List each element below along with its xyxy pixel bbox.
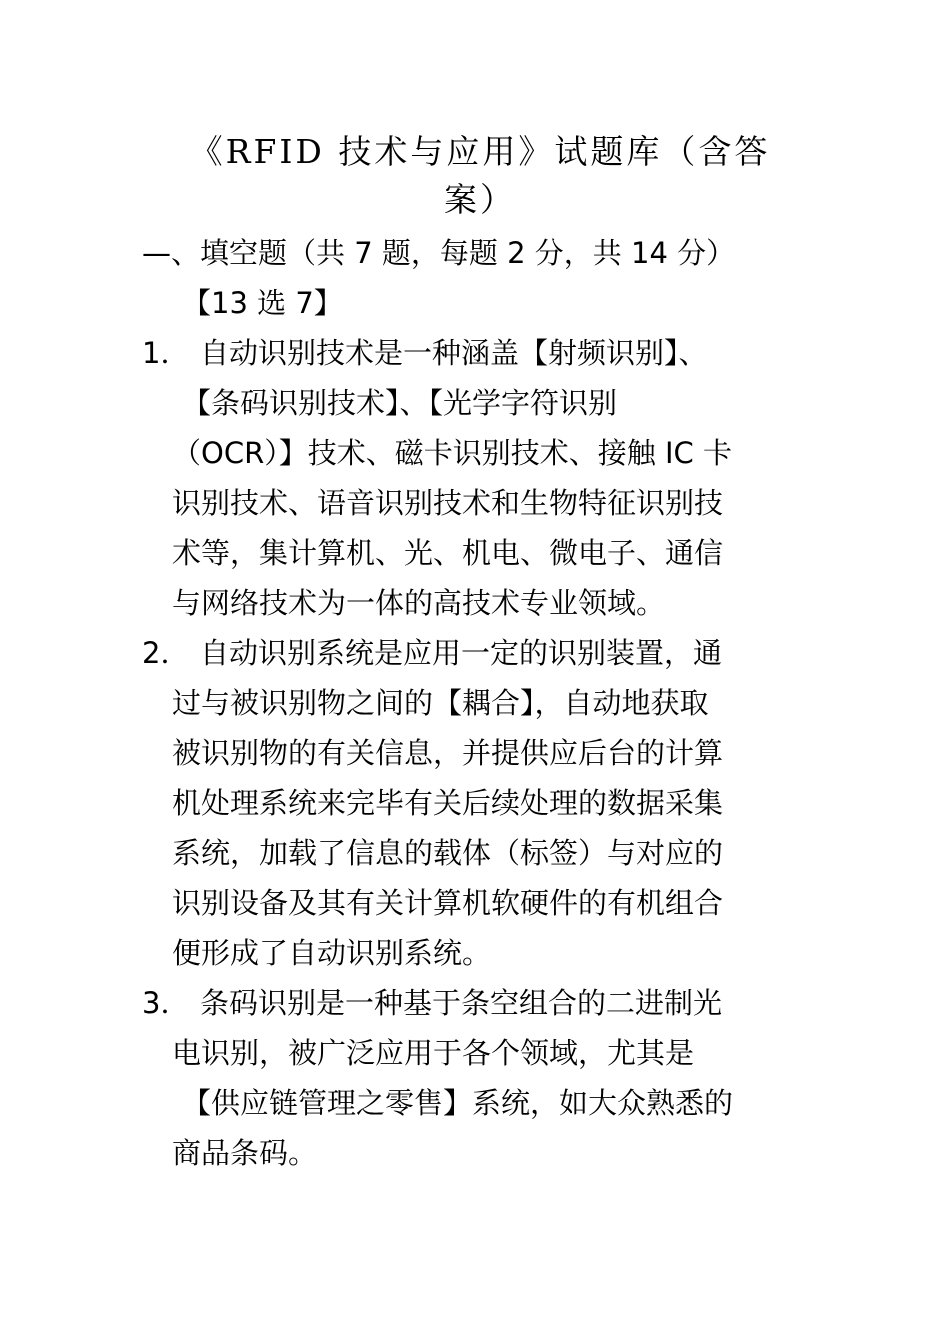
question-text: 过与被识别物之间的【耦合】，自动地获取 [172,686,709,720]
section-heading [142,228,812,278]
question-text: 便形成了自动识别系统。 [172,936,492,970]
section-heading-text: 填空题（共 7 题，每题 2 分，共 14 分） [200,236,736,270]
document-title-line1: 《RFID 技术与应用》试题库（含答 [189,132,771,171]
question-text: 【供应链管理之零售】系统，如大众熟悉的 [182,1086,734,1120]
section-marker: —、 [142,236,201,270]
question-text: 识别设备及其有关计算机软硬件的有机组合 [172,886,724,920]
question-text: 术等，集计算机、光、机电、微电子、通信 [172,536,724,570]
question-2-line [142,728,812,778]
question-3-line [142,1128,812,1178]
question-3-line [142,1078,812,1128]
question-text: 与网络技术为一体的高技术专业领域。 [172,586,666,620]
document-title-line2: 案） [444,180,516,219]
question-number: 1． [142,336,190,370]
document-body [142,228,812,1178]
question-number: 3． [142,986,190,1020]
question-3-line [142,1028,812,1078]
question-text: 【条码识别技术】、【光学字符识别 [182,386,618,420]
question-text: 识别技术、语音识别技术和生物特征识别技 [172,486,724,520]
question-text: 条码识别是一种基于条空组合的二进制光 [200,986,723,1020]
question-text: 电识别，被广泛应用于各个领域，尤其是 [172,1036,695,1070]
question-2-line [142,928,812,978]
question-2-line [142,678,812,728]
question-1-line [142,578,812,628]
question-text: 自动识别技术是一种涵盖【射频识别】、 [200,336,708,370]
question-2-line [142,778,812,828]
question-1-line [142,478,812,528]
section-selection-note: 【13 选 7】 [182,286,343,320]
question-3-line [142,978,812,1028]
section-heading-continued [142,278,812,328]
question-1-line [142,328,812,378]
question-2-line [142,628,812,678]
question-2-line [142,878,812,928]
question-text: 被识别物的有关信息，并提供应后台的计算 [172,736,724,770]
question-1-line [142,428,812,478]
question-2-line [142,828,812,878]
question-text: （OCR）】技术、磁卡识别技术、接触 IC 卡 [172,436,732,470]
question-text: 商品条码。 [172,1136,318,1170]
question-1-line [142,528,812,578]
question-text: 自动识别系统是应用一定的识别装置，通 [200,636,723,670]
question-text: 系统，加载了信息的载体（标签）与对应的 [172,836,724,870]
question-text: 机处理系统来完毕有关后续处理的数据采集 [172,786,724,820]
question-number: 2． [142,636,190,670]
question-1-line [142,378,812,428]
